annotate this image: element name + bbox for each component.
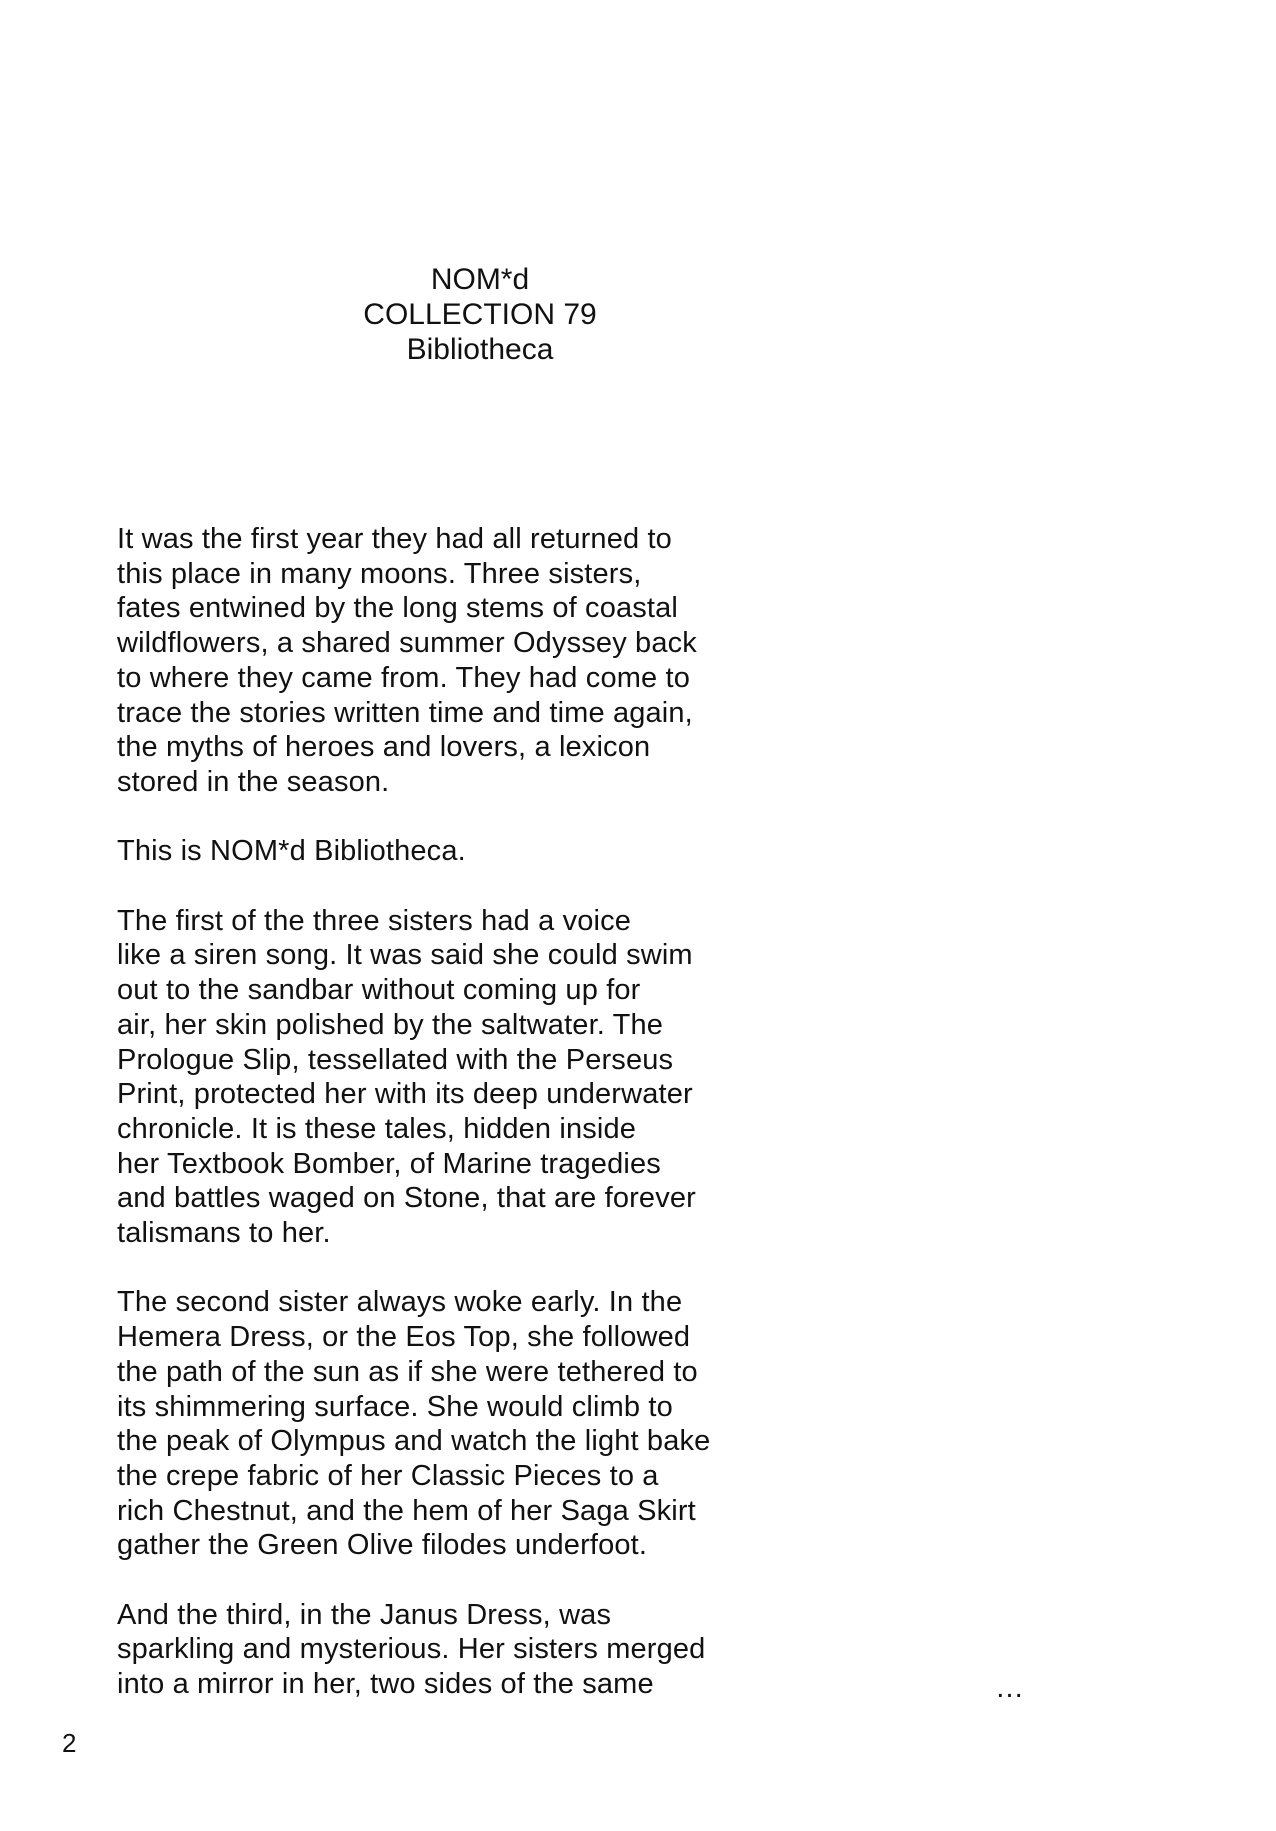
text-line: air, her skin polished by the saltwater. The — [117, 1008, 664, 1041]
text-line: The first of the three sisters had a voice — [117, 904, 632, 937]
text-line: gather the Green Olive filodes underfoot. — [117, 1529, 648, 1562]
text-line: and battles waged on Stone, that are forever — [117, 1182, 696, 1215]
text-line: talismans to her. — [117, 1217, 331, 1250]
text-line: Print, protected her with its deep underwater — [117, 1078, 693, 1111]
page-number: 2 — [62, 1728, 77, 1758]
text-line: the peak of Olympus and watch the light bake — [117, 1425, 711, 1458]
text-line: to where they came from. They had come to — [117, 661, 690, 694]
continuation-marker: … — [995, 1672, 1024, 1704]
text-line: like a siren song. It was said she could swim — [117, 939, 693, 972]
story-text — [117, 522, 877, 1737]
paragraph-statement — [117, 834, 877, 869]
text-line: sparkling and mysterious. Her sisters merged — [117, 1633, 706, 1666]
collection-title — [280, 262, 680, 367]
text-line: rich Chestnut, and the hem of her Saga Skirt — [117, 1494, 696, 1527]
text-line: The second sister always woke early. In the — [117, 1286, 683, 1319]
text-line: This is NOM*d Bibliotheca. — [117, 835, 466, 868]
text-line: trace the stories written time and time again, — [117, 696, 693, 729]
text-line: the crepe fabric of her Classic Pieces to a — [117, 1459, 659, 1492]
text-line: It was the first year they had all returned to — [117, 523, 672, 555]
text-line: out to the sandbar without coming up for — [117, 974, 641, 1007]
text-line: the path of the sun as if she were tethered to — [117, 1355, 698, 1388]
text-line: this place in many moons. Three sisters, — [117, 557, 642, 590]
text-line: chronicle. It is these tales, hidden inside — [117, 1112, 637, 1145]
paragraph-intro — [117, 522, 877, 800]
paragraph-second-sister — [117, 1285, 877, 1563]
text-line: fates entwined by the long stems of coastal — [117, 592, 678, 625]
brand-name: NOM*d — [430, 263, 530, 296]
text-line: its shimmering surface. She would climb to — [117, 1390, 673, 1423]
text-line: And the third, in the Janus Dress, was — [117, 1598, 612, 1631]
text-line: wildflowers, a shared summer Odyssey back — [117, 627, 697, 660]
paragraph-third-sister — [117, 1598, 877, 1702]
text-line: into a mirror in her, two sides of the same — [117, 1668, 654, 1701]
text-line: stored in the season. — [117, 765, 390, 798]
collection-name: Bibliotheca — [406, 333, 554, 366]
text-line: Hemera Dress, or the Eos Top, she followed — [117, 1321, 691, 1354]
text-line: the myths of heroes and lovers, a lexicon — [117, 731, 651, 764]
paragraph-first-sister — [117, 904, 877, 1251]
collection-number: COLLECTION 79 — [363, 298, 597, 331]
text-line: her Textbook Bomber, of Marine tragedies — [117, 1147, 661, 1180]
text-line: Prologue Slip, tessellated with the Perseus — [117, 1043, 674, 1076]
